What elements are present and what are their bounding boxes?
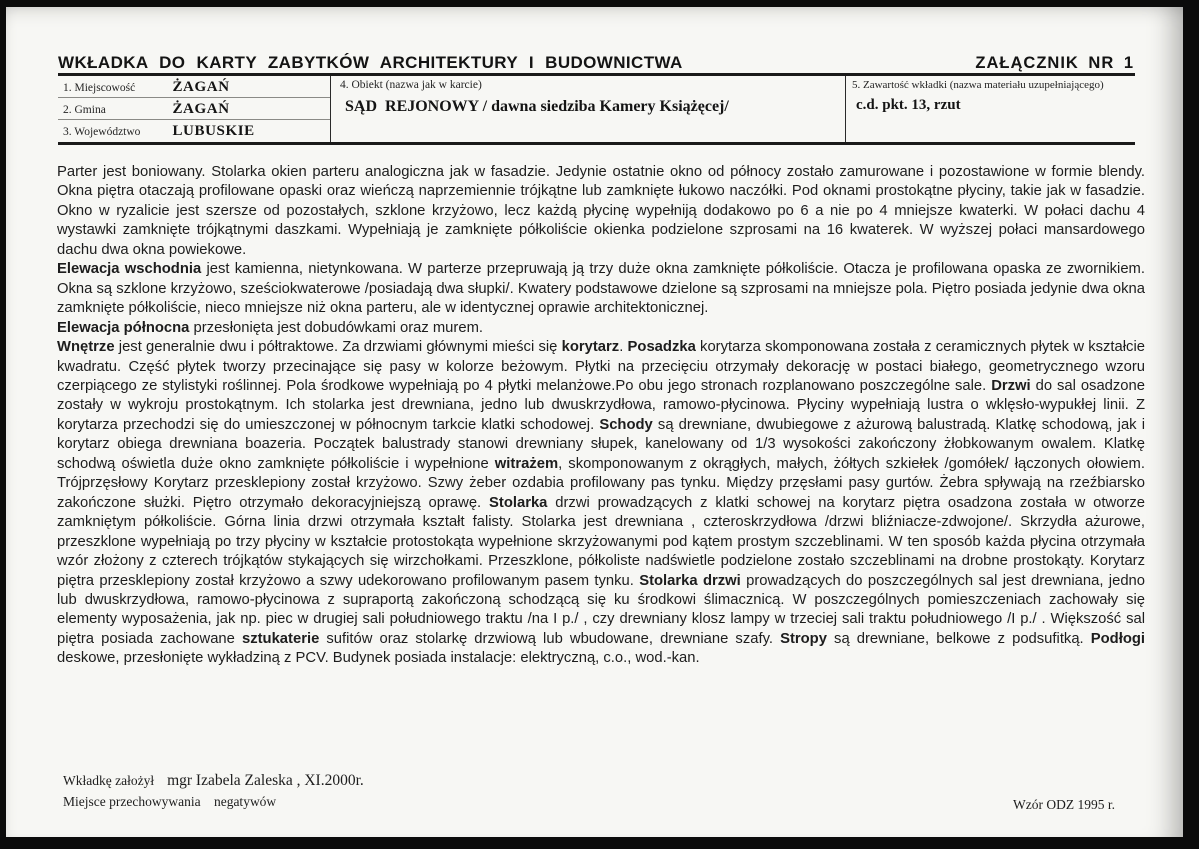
bold-term: Drzwi [991,377,1031,394]
location-column [58,76,330,142]
form-version: Wzór ODZ 1995 r. [1013,797,1115,812]
bold-term: Wnętrze [57,339,115,356]
paragraph [57,319,1145,338]
field-value: LUBUSKIE [172,123,255,139]
field-label: 3. Województwo [63,126,141,138]
bold-term: Elewacja północna [57,319,190,336]
contents-column [845,76,1136,142]
text-run: są drewniane, belkowe z podsufitką. [826,630,1091,647]
bold-term: Stropy [780,630,827,647]
text-run: drzwi prowadzących z klatki schowej na korytarz piętra osadzona została w otworze zamkniętym półkoliście. Górna linia drzwi otrzymała kształt falisty. Stolarka jest drewniana , czteroskrzydłowa /drzwi bliźniacze-zdwojone/. Skrzydła ażurowe, przeszklone wypełniają po trzy płyciny w kształcie protostokąta wypełnione skrzyżowanymi pod kątem prostym szczeblinami. W ten sposób każda płycina otrzymała wzór złożony z czterech trójkątów stykających się wirzchołkami. Przeszklone, półkoliste nadświetle podzielone zostało szczeblinami na drobne prostokąty. Korytarz piętra przesklepiony został krzyżowo a szwy udekorowano profilowanym pasem tynku. [57,494,1145,589]
field-gmina [58,98,330,120]
text-run: , skomponowanym z okrągłych, małych, żółtych szkiełek /gomółek/ łączonych ołowiem. Trójprzęsłowy Korytarz przesklepiony został krzyżowo. Szwy żeber ozdabia profilowany pas tynku. Między przęsłami pasy gurtów. Żebra spływają na rzeźbiarsko zakończone służki. Piętro otrzymało dekoracyjniejszą oprawę. [57,455,1145,511]
field-label: 1. Miejscowość [63,82,136,94]
metadata-table [58,76,1135,145]
bold-term: sztukaterie [241,630,320,647]
body-text [57,163,1145,669]
text-run: korytarza skomponowana została z ceramicznych płytek w kształcie kwadratu. Część płytek tworzy przecinające się pasy w kolorze beżowym. Płytki na przecięciu otrzymały dekorację w postaci białego, geometrycznego wzoru czerpiącego ze stylistyki roślinnej. Pola środkowe wypełniają po 4 płytki melanżowe.Po obu jego stronach rozplanowano poszczególne sale. [57,339,1145,394]
text-run: jest generalnie dwu i półtraktowe. Za drzwiami głównymi mieści się [114,339,562,356]
annex-label: ZAŁĄCZNIK NR 1 [975,54,1134,72]
text-run: przesłonięta jest dobudówkami oraz murem. [189,319,484,336]
bold-term: Posadzka [627,339,696,356]
storage-value: negatywów [213,794,277,809]
paragraph [57,163,1145,260]
text-run: Parter jest boniowany. Stolarka okien parteru analogiczna jak w fasadzie. Jedynie ostatnie okno od północy zostało zamurowane i pozostawione w formie blendy. Okna piętra otaczają profilowane opaski oraz wieńczą naprzemiennie trójkątne lub zamknięte łukowo naczółki. Pod oknami prostokątne płyciny, takie jak w fasadzie. Okno w ryzalicie jest szersze od pozostałych, szklone krzyżowo, lecz każdą płycinę wypełniją dodakowo po 6 a nie po 4 mniejsze kwaterki. W połaci dachu 4 wystawki zamknięte trójkątnymi daszkami. Wypełniają je zamknięte półkoliście okienka podzielone szprosami na 16 kwaterek. W wyższej połaci mansardowego dachu dwa okna powiekowe. [57,164,1145,258]
footer-storage-line [63,794,276,810]
paragraph [57,260,1145,318]
contents-caption: 5. Zawartość wkładki (nazwa materiału uzupełniającego) [852,79,1104,91]
text-run: są drewniane, dwubiegowe z ażurową balustradą. Klatkę schodową, jak i korytarz obiega drewniana boazeria. Początek balustrady stanowi drewniany słupek, kanelowany od 1/3 wysokości zakończony żłobkowanym owalem. Klatkę schodwą oświetla duże okno zamknięte półkoliście i wypełnione [57,416,1145,472]
text-run: . [619,339,628,356]
text-run: do sal osadzone zostały w wykroju prostokątnym. Ich stolarka jest drewniana, jedno lub dwuskrzydłowa, ramowo-płycinowa. Płyciny wypełniają lustra o wklęsło-wypukłej linii. Z korytarza przechodzi się do umieszczonej w północnym tarkcie klatki schodowej. [57,377,1145,433]
text-run: deskowe, przesłonięte wykładziną z PCV. Budynek posiada instalacje: elektryczną, c.o., wod.-kan. [57,650,700,667]
bold-term: Schody [599,416,653,433]
field-miejscowosc [58,76,330,98]
object-column [330,76,846,142]
object-name: SĄD REJONOWY / dawna siedziba Kamery Książęcej/ [345,98,729,115]
footer-author-line [63,772,364,790]
author-label: Wkładkę założył [63,773,155,788]
text-run: sufitów oraz stolarkę drzwiową lub wbudowane, drewniane szafy. [319,630,781,647]
document-title: WKŁADKA DO KARTY ZABYTKÓW ARCHITEKTURY I BUDOWNICTWA [58,53,683,72]
scanned-document-page [6,7,1183,837]
text-run: jest kamienna, nietynkowana. W parterze przepruwają ją trzy duże okna zamknięte półkoliście. Otacza je profilowana opaska ze zwornikiem. Okna są szklone krzyżowo, sześciokwaterowe /posiadają dwa słupki/. Kwatery podstawowe dzielone są szprosami na mniejsze pola. Piętro posiada jedynie dwa okna zamknięte półkoliście, nieco mniejsze niż okna parteru, ale w identycznej oprawie architektonicznej. [57,261,1145,317]
bold-term: witrażem [494,455,559,472]
field-label: 2. Gmina [63,104,106,116]
contents-value: c.d. pkt. 13, rzut [856,97,961,113]
bold-term: Stolarka drzwi [639,572,741,589]
bold-term: Elewacja wschodnia [57,261,202,278]
storage-label: Miejsce przechowywania [63,794,201,809]
object-caption: 4. Obiekt (nazwa jak w karcie) [340,79,482,91]
bold-term: korytarz [561,339,620,356]
text-run: prowadzących do poszczególnych sal jest drewniana, jedno lub dwuskrzydłowa, ramowo-płycinowa z supraportą zakończoną schodzącą się ku środkowi ślimacznicą. W poszczególnych pomieszczeniach zachowały się elementy wyposażenia, jak np. piec w drugiej sali południowego traktu /na I p./ , czy drewniany klosz lampy w trzeciej sali traktu południowego /I p./ . Większość sal piętra posiada zachowane [57,572,1146,647]
field-wojewodztwo [58,120,330,141]
paragraph [57,338,1145,669]
field-value: ŻAGAŃ [172,101,230,117]
bold-term: Podłogi [1090,630,1146,647]
author-value: mgr Izabela Zaleska , XI.2000r. [167,772,364,789]
field-value: ŻAGAŃ [172,79,230,95]
bold-term: Stolarka [489,494,548,511]
